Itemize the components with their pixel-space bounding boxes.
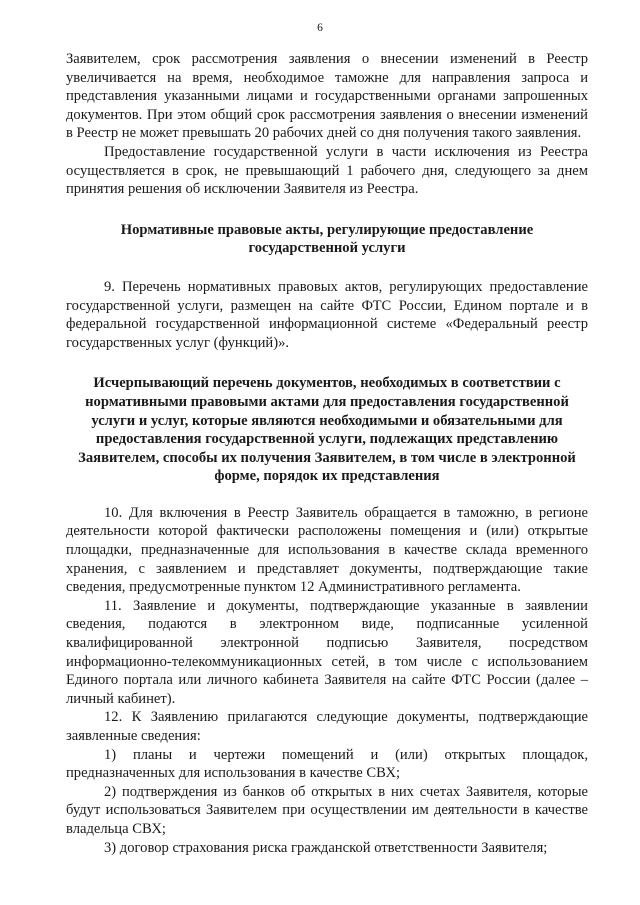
paragraph-continuation: Заявителем, срок рассмотрения заявления о внесении изменений в Реестр увеличивается на время, необходимое таможне для направления запроса и представления указанными лицами и государственными органами запрошенных документов. При этом общий срок рассмотрения заявления о внесении изменений в Реестр не может превышать 20 рабочих дней со дня получения такого заявления. — [66, 51, 588, 142]
list-item-3: 3) договор страхования риска гражданской ответственности Заявителя; — [104, 839, 548, 856]
heading-documents-list: Исчерпывающий перечень документов, необходимых в соответствии с нормативными правовыми актами для предоставления государственной услуги и услуг, которые являются необходимыми и обязательными для предоставления государственной услуги, подлежащих представлению Заявителем, способы их получения Заявителем, в том числе в электронной форме, порядок их представления — [78, 375, 576, 485]
paragraph-item-12: 12. К Заявлению прилагаются следующие документы, подтверждающие заявленные сведения: — [66, 709, 588, 744]
list-item-2: 2) подтверждения из банков об открытых в них счетах Заявителя, которые будут использоваться Заявителем при осуществлении им деятельности в качестве владельца СВХ; — [66, 783, 588, 837]
spacer — [66, 199, 588, 221]
page-number: 6 — [317, 22, 323, 34]
spacer — [66, 486, 588, 504]
paragraph-item-10: 10. Для включения в Реестр Заявитель обращается в таможню, в регионе деятельности которой фактически расположены помещения и (или) открытые площадки, предназначенные для использования в качестве склада временного хранения, с заявлением и представляет документы, подтверждающие такие сведения, предусмотренные пунктом 12 Административного регламента. — [66, 504, 588, 596]
paragraph-exclusion-term: Предоставление государственной услуги в части исключения из Реестра осуществляется в срок, не превышающий 1 рабочего дня, следующего за днем принятия решения об исключении Заявителя из Реестра. — [66, 143, 588, 198]
list-item-1: 1) планы и чертежи помещений и (или) открытых площадок, предназначенных для использования в качестве СВХ; — [66, 746, 588, 782]
paragraph-item-9: 9. Перечень нормативных правовых актов, регулирующих предоставление государственной услуги, размещен на сайте ФТС России, Едином портале и в федеральной государственной информационной системе «Федеральный реестр государственных услуг (функций)». — [66, 278, 588, 351]
heading-legal-acts: Нормативные правовые акты, регулирующие предоставление государственной услуги — [120, 221, 534, 257]
spacer — [66, 258, 588, 278]
spacer — [66, 352, 588, 374]
paragraph-item-11: 11. Заявление и документы, подтверждающие указанные в заявлении сведения, подаются в электронном виде, подписанные усиленной квалифицированной электронной подписью Заявителя, посредством информационно-телекоммуникационных сетей, в том числе с использованием Единого портала или личного кабинета Заявителя на сайте ФТС России (далее – личный кабинет). — [66, 597, 588, 707]
document-body — [66, 50, 588, 857]
